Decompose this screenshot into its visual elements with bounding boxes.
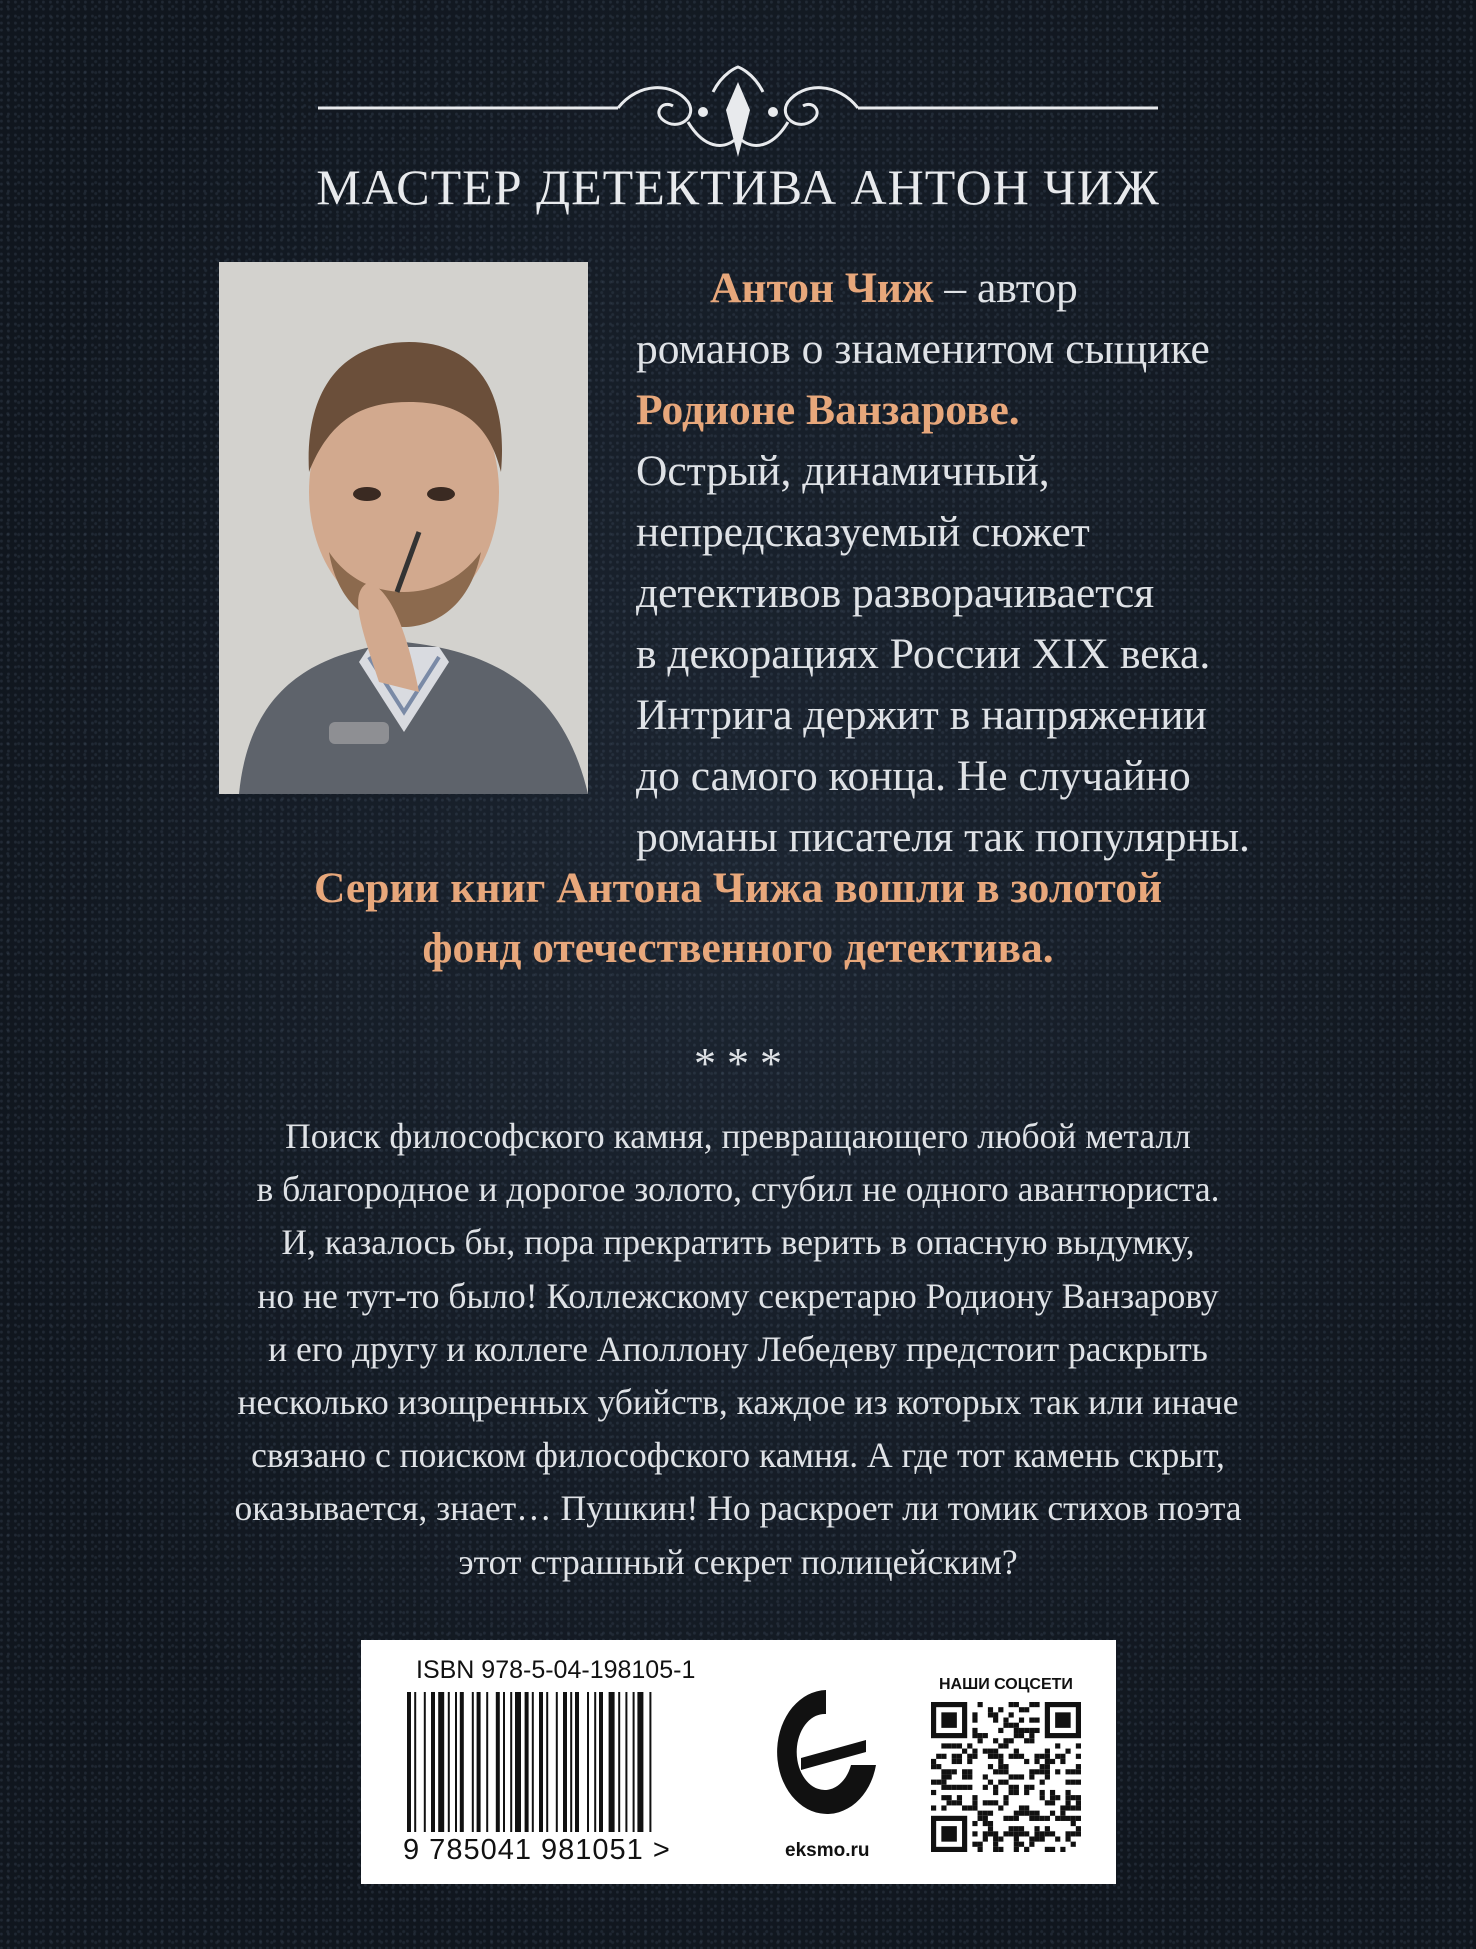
blurb-line: в благородное и дорогое золото, сгубил не одного авантюриста.	[256, 1169, 1220, 1210]
blurb-line: связано с поиском философского камня. А где тот камень скрыт,	[251, 1435, 1225, 1476]
bio-intro-rest: – автор	[933, 264, 1078, 312]
qr-code-icon	[931, 1702, 1081, 1852]
social-label: НАШИ СОЦСЕТИ	[939, 1676, 1073, 1693]
bio-line: романы писателя так популярны.	[636, 813, 1250, 861]
decorative-ornament	[318, 62, 1158, 162]
bio-line: детективов разворачивается	[636, 569, 1155, 617]
author-name: Антон Чиж	[710, 264, 934, 312]
bio-highlight-line: фонд отечественного детектива.	[422, 924, 1054, 972]
author-portrait-image	[219, 262, 588, 794]
bio-line: до самого конца. Не случайно	[636, 752, 1191, 800]
bio-line-1	[636, 258, 1396, 319]
bio-line: непредсказуемый сюжет	[636, 508, 1090, 556]
series-title: МАСТЕР ДЕТЕКТИВА АНТОН ЧИЖ	[316, 159, 1160, 215]
author-bio	[636, 258, 1396, 868]
bio-line-2: романов о знаменитом сыщике	[636, 325, 1210, 373]
bio-line: в декорациях России XIX века.	[636, 630, 1211, 678]
bio-highlight	[0, 858, 1476, 978]
publisher-site: eksmo.ru	[785, 1840, 870, 1861]
blurb-line: но не тут-то было! Коллежскому секретарю Родиону Ванзарову	[257, 1275, 1219, 1316]
bio-highlight-line: Серии книг Антона Чижа вошли в золотой	[313, 864, 1163, 912]
barcode-number: 9 785041 981051 >	[403, 1834, 671, 1866]
blurb-line: несколько изощренных убийств, каждое из которых так или иначе	[237, 1382, 1239, 1423]
blurb-line: этот страшный секрет полицейским?	[458, 1541, 1018, 1582]
blurb-line: и его другу и коллеге Аполлону Лебедеву предстоит раскрыть	[268, 1328, 1208, 1369]
section-separator: * * *	[694, 1039, 782, 1088]
book-blurb	[40, 1110, 1436, 1589]
blurb-line: Поиск философского камня, превращающего любой металл	[285, 1116, 1191, 1156]
barcode-panel	[361, 1640, 1116, 1884]
barcode-icon	[407, 1692, 712, 1832]
bio-line: Острый, динамичный,	[636, 447, 1050, 495]
author-photo	[219, 262, 588, 794]
hero-name: Родионе Ванзарове.	[636, 386, 1020, 434]
blurb-line: И, казалось бы, пора прекратить верить в опасную выдумку,	[281, 1222, 1195, 1263]
blurb-line: оказывается, знает… Пушкин! Но раскроет ли томик стихов поэта	[234, 1488, 1242, 1529]
eksmo-logo-icon	[771, 1680, 881, 1830]
isbn-text: ISBN 978-5-04-198105-1	[416, 1656, 696, 1684]
bio-line: Интрига держит в напряжении	[636, 691, 1207, 739]
